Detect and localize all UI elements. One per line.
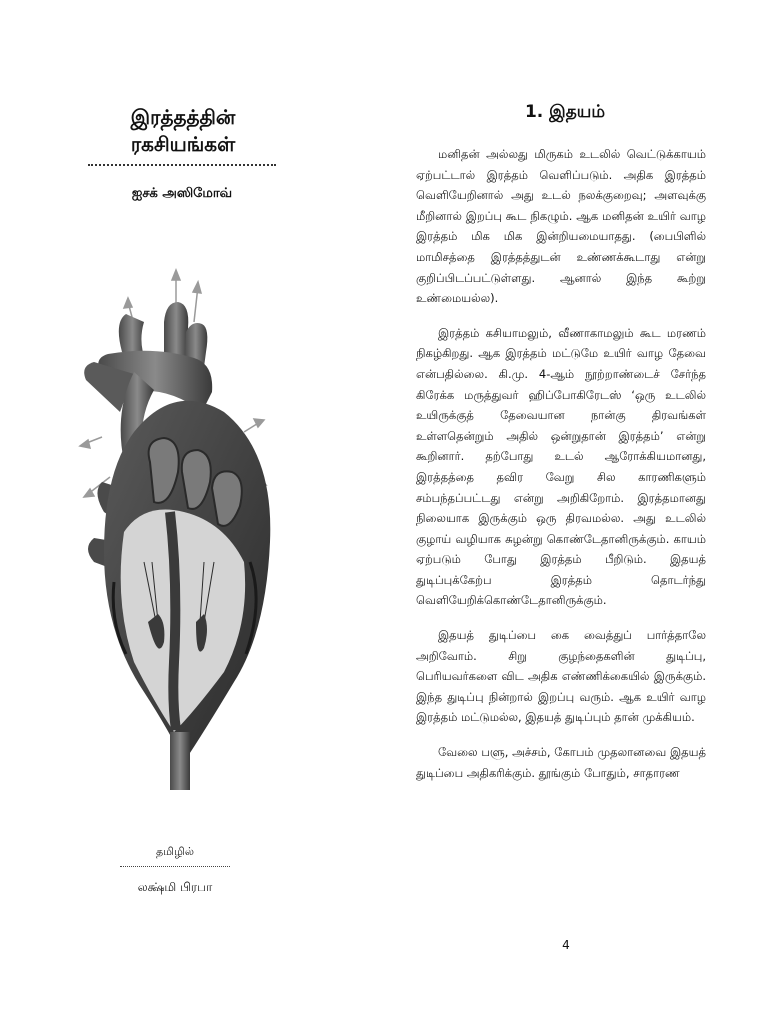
translator-name: லக்ஷ்மி பிரபா <box>137 880 213 894</box>
translation-label: தமிழில் <box>156 845 194 858</box>
heart-illustration <box>74 262 288 790</box>
book-title: இரத்தத்தின் ரகசியங்கள் <box>130 105 236 156</box>
title-divider <box>88 164 276 166</box>
paragraph: வேலை பளு, அச்சம், கோபம் முதலானவை இதயத் துடிப்பை அதிகரிக்கும். தூங்கும் போதும், சாதாரண <box>416 745 706 780</box>
paragraph: இதயத் துடிப்பை கை வைத்துப் பார்த்தாலே அறிவோம். சிறு குழந்தைகளின் துடிப்பு, பெரியவர்களை விட அதிக எண்ணிக்கையில் இருக்கும். இந்த துடிப்பு நின்றால் இறப்பு வரும். ஆக உயிர் வாழ இரத்தம் மட்டுமல்ல, இதயத் துடிப்பும் தான் முக்கியம். <box>416 628 706 725</box>
page-number: 4 <box>562 938 570 952</box>
paragraph: மனிதன் அல்லது மிருகம் உடலில் வெட்டுக்காயம் ஏற்பட்டால் இரத்தம் வெளிப்படும். அதிக இரத்தம் வெளியேறினால் அது உடல் நலக்குறைவு; அளவுக்கு மீறினால் இறப்பு கூட நிகழும். ஆக மனிதன் உயிர் வாழ இரத்தம் மிக மிக இன்றியமையாதது. (பைபிளில் மாமிசத்தை இரத்தத்துடன் உண்ணக்கூடாது என்று குறிப்பிடப்பட்டுள்ளது. ஆனால் இந்த கூற்று உண்மையல்ல). <box>416 147 706 306</box>
author-name: ஐசக் அஸிமோவ் <box>131 186 233 201</box>
chapter-body <box>416 144 706 797</box>
chapter-title: 1. இதயம் <box>524 102 606 122</box>
translator-divider <box>120 866 230 867</box>
paragraph: இரத்தம் கசியாமலும், வீணாகாமலும் கூட மரணம் நிகழ்கிறது. ஆக இரத்தம் மட்டுமே உயிர் வாழ தேவை என்பதில்லை. கி.மு. 4-ஆம் நூற்றாண்டைச் சேர்ந்த கிரேக்க மருத்துவர் ஹிப்போகிரேடஸ் ‘ஒரு உடலில் உயிருக்குத் தேவையான நான்கு திரவங்கள் உள்ளதென்றும் அதில் ஒன்றுதான் இரத்தம்’ என்று கூறினார். தற்போது உடல் ஆரோக்கியமானது, இரத்தத்தை தவிர வேறு சில காரணிகளும் சம்பந்தப்பட்டது என்று அறிகிறோம். இரத்தமானது நிலையாக இருக்கும் ஒரு திரவமல்ல. அது உடலில் குழாய் வழியாக சுழன்று கொண்டேதானிருக்கும். காயம் ஏற்படும் போது இரத்தம் பீறிடும். இதயத் துடிப்புக்கேற்ப இரத்தம் தொடர்ந்து வெளியேறிக்கொண்டேதானிருக்கும். <box>416 325 706 608</box>
